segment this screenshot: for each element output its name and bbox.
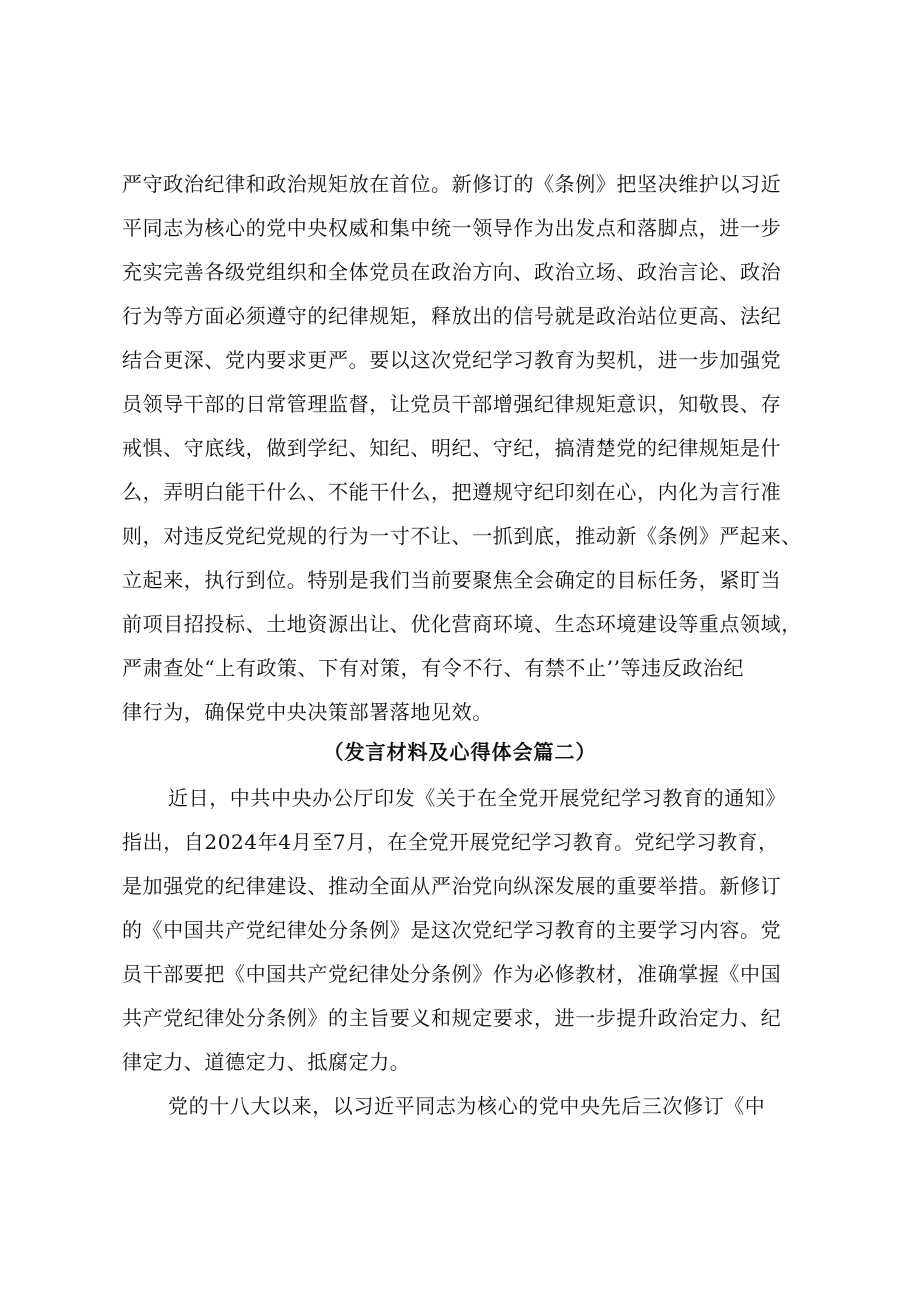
paragraph-line: 戒惧、守底线，做到学纪、知纪、明纪、守纪，搞清楚党的纪律规矩是什: [122, 436, 782, 460]
paragraph-line: 严肃查处“上有政策、下有对策，有令不行、有禁不止’’等违反政治纪: [122, 656, 745, 680]
paragraph-line: 党的十八大以来，以习近平同志为核心的党中央先后三次修订《中: [168, 1094, 766, 1118]
paragraph-line: 前项目招投标、土地资源出让、优化营商环境、生态环境建设等重点领域，: [122, 612, 802, 636]
paragraph-line: 行为等方面必须遵守的纪律规矩，释放出的信号就是政治站位更高、法纪: [122, 304, 782, 328]
paragraph-line: 律定力、道德定力、抵腐定力。: [122, 1050, 411, 1074]
paragraph-line: 员干部要把《中国共产党纪律处分条例》作为必修教材，准确掌握《中国: [122, 962, 782, 986]
paragraph-2: [122, 776, 802, 1084]
paragraph-line: 么，弄明白能干什么、不能干什么，把遵规守纪印刻在心，内化为言行准: [122, 480, 782, 504]
paragraph-3: [122, 1084, 802, 1128]
paragraph-line: 立起来，执行到位。特别是我们当前要聚焦全会确定的目标任务，紧盯当: [122, 568, 782, 592]
paragraph-1: [122, 162, 802, 734]
section-heading: （发言材料及心得体会篇二）: [323, 740, 597, 764]
paragraph-line: 是加强党的纪律建设、推动全面从严治党向纵深发展的重要举措。新修订: [122, 874, 782, 898]
paragraph-line: 严守政治纪律和政治规矩放在首位。新修订的《条例》把坚决维护以习近: [122, 172, 782, 196]
paragraph-line: 近日，中共中央办公厅印发《关于在全党开展党纪学习教育的通知》: [168, 786, 786, 810]
paragraph-line: 充实完善各级党组织和全体党员在政治方向、政治立场、政治言论、政治: [122, 260, 782, 284]
paragraph-line: 律行为，确保党中央决策部署落地见效。: [122, 700, 493, 724]
paragraph-line: 则，对违反党纪党规的行为一寸不让、一抓到底，推动新《条例》严起来、: [122, 524, 802, 548]
paragraph-line: 共产党纪律处分条例》的主旨要义和规定要求，进一步提升政治定力、纪: [122, 1006, 782, 1030]
paragraph-line: 员领导干部的日常管理监督，让党员干部增强纪律规矩意识，知敬畏、存: [122, 392, 782, 416]
paragraph-line: 结合更深、党内要求更严。要以这次党纪学习教育为契机，进一步加强党: [122, 348, 782, 372]
paragraph-line: 的《中国共产党纪律处分条例》是这次党纪学习教育的主要学习内容。党: [122, 918, 782, 942]
paragraph-line: 平同志为核心的党中央权威和集中统一领导作为出发点和落脚点，进一步: [122, 216, 782, 240]
paragraph-line: 指出，自2024年4月至7月，在全党开展党纪学习教育。党纪学习教育，: [122, 830, 779, 854]
